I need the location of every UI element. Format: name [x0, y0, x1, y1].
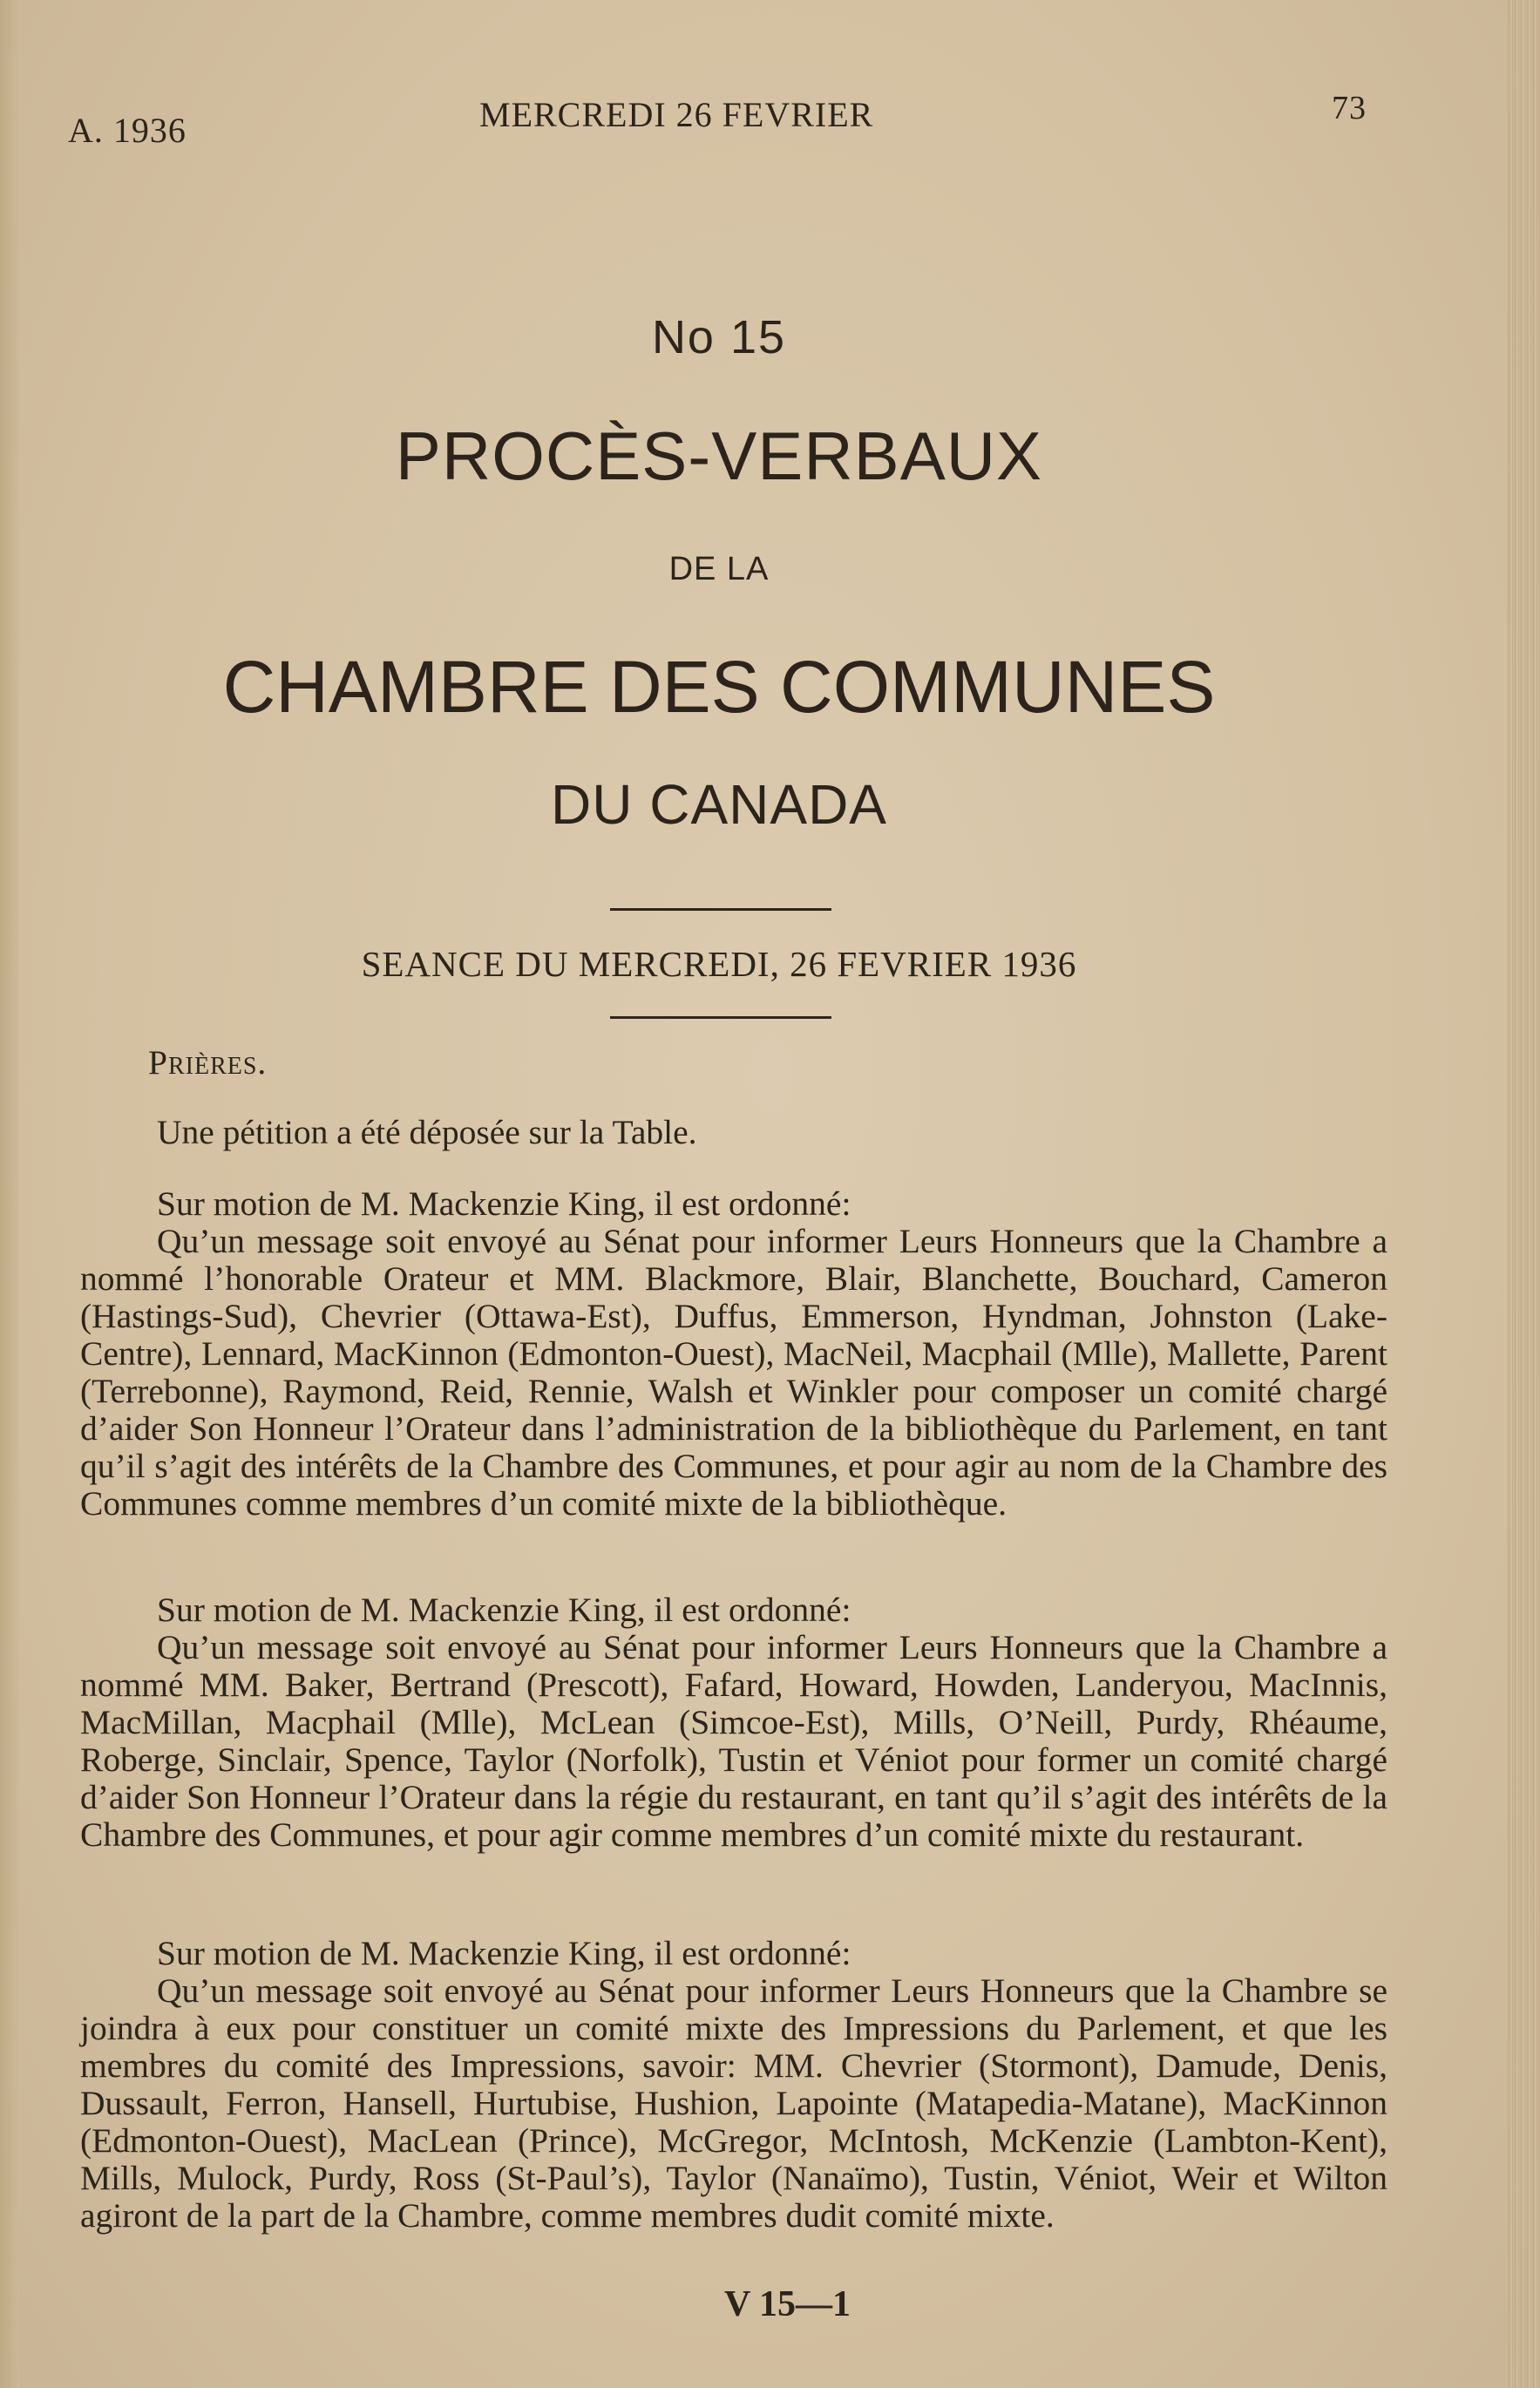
page-right-edge	[1507, 0, 1540, 2388]
petition-text: Une pétition a été déposée sur la Table.	[157, 1113, 697, 1151]
running-head	[0, 89, 1540, 150]
signature-mark: V 15—1	[723, 2284, 851, 2324]
running-head-date: MERCREDI 26 FEVRIER	[479, 95, 874, 134]
document-title: PROCÈS-VERBAUX	[395, 417, 1043, 494]
divider-bottom	[610, 1016, 831, 1019]
motion-1	[80, 1185, 1387, 1523]
petition-paragraph	[80, 1114, 1387, 1151]
sitting-date: SEANCE DU MERCREDI, 26 FEVRIER 1936	[361, 944, 1077, 984]
divider-top	[610, 908, 831, 911]
motion-text: Qu’un message soit envoyé au Sénat pour informer Leurs Honneurs que la Chambre a nommé MM. Baker, Bertrand (Prescott), Fafard, Howard, Howden, Landeryou, MacInnis, MacMillan, Macphail (Mlle), McLean (Simcoe-Est), Mills, O’Neill, Purdy, Rhéaume, Roberge, Sinclair, Spence, Taylor (Norfolk), Tustin et Véniot pour former un comité chargé d’aider Son Honneur l’Orateur dans la régie du restaurant, en tant qu’il s’agit des intérêts de la Chambre des Communes, et pour agir comme membres d’un comité mixte du restaurant.	[80, 1628, 1387, 1854]
motion-intro: Sur motion de M. Mackenzie King, il est ordonné:	[157, 1591, 851, 1629]
title-connector: DE LA	[668, 551, 770, 587]
motion-2	[80, 1591, 1387, 1854]
motion-intro: Sur motion de M. Mackenzie King, il est ordonné:	[157, 1934, 851, 1972]
motion-intro: Sur motion de M. Mackenzie King, il est ordonné:	[157, 1184, 851, 1223]
motion-text: Qu’un message soit envoyé au Sénat pour informer Leurs Honneurs que la Chambre se joindra à eux pour constituer un comité mixte des Impressions du Parlement, et que les membres du comité des Impressions, savoir: MM. Chevrier (Stormont), Damude, Denis, Dussault, Ferron, Hansell, Hurtubise, Hushion, Lapointe (Matapedia-Matane), MacKinnon (Edmonton-Ouest), MacLean (Prince), McGregor, McIntosh, McKenzie (Lambton-Kent), Mills, Mulock, Purdy, Ross (St-Paul’s), Taylor (Nanaïmo), Tustin, Véniot, Weir et Wilton agiront de la part de la Chambre, comme membres dudit comité mixte.	[80, 1971, 1387, 2235]
issue-number: No 15	[651, 311, 787, 363]
chamber-title: CHAMBRE DES COMMUNES	[222, 646, 1216, 728]
country-title: DU CANADA	[551, 773, 887, 836]
page-number: 73	[1332, 90, 1367, 126]
motion-text: Qu’un message soit envoyé au Sénat pour informer Leurs Honneurs que la Chambre a nommé l’honorable Orateur et MM. Blackmore, Blair, Blanchette, Bouchard, Cameron (Hastings-Sud), Chevrier (Ottawa-Est), Duffus, Emmerson, Hyndman, Johnston (Lake-Centre), Lennard, MacKinnon (Edmonton-Ouest), MacNeil, Macphail (Mlle), Mallette, Parent (Terrebonne), Raymond, Reid, Rennie, Walsh et Winkler pour composer un comité chargé d’aider Son Honneur l’Orateur dans l’administration de la bibliothèque du Parlement, en tant qu’il s’agit des intérêts de la Chambre des Communes, et pour agir au nom de la Chambre des Communes comme membres d’un comité mixte de la bibliothèque.	[80, 1222, 1387, 1523]
running-head-year: A. 1936	[68, 111, 187, 150]
motion-3	[80, 1935, 1387, 2235]
prayers-heading: Prières.	[148, 1043, 268, 1082]
